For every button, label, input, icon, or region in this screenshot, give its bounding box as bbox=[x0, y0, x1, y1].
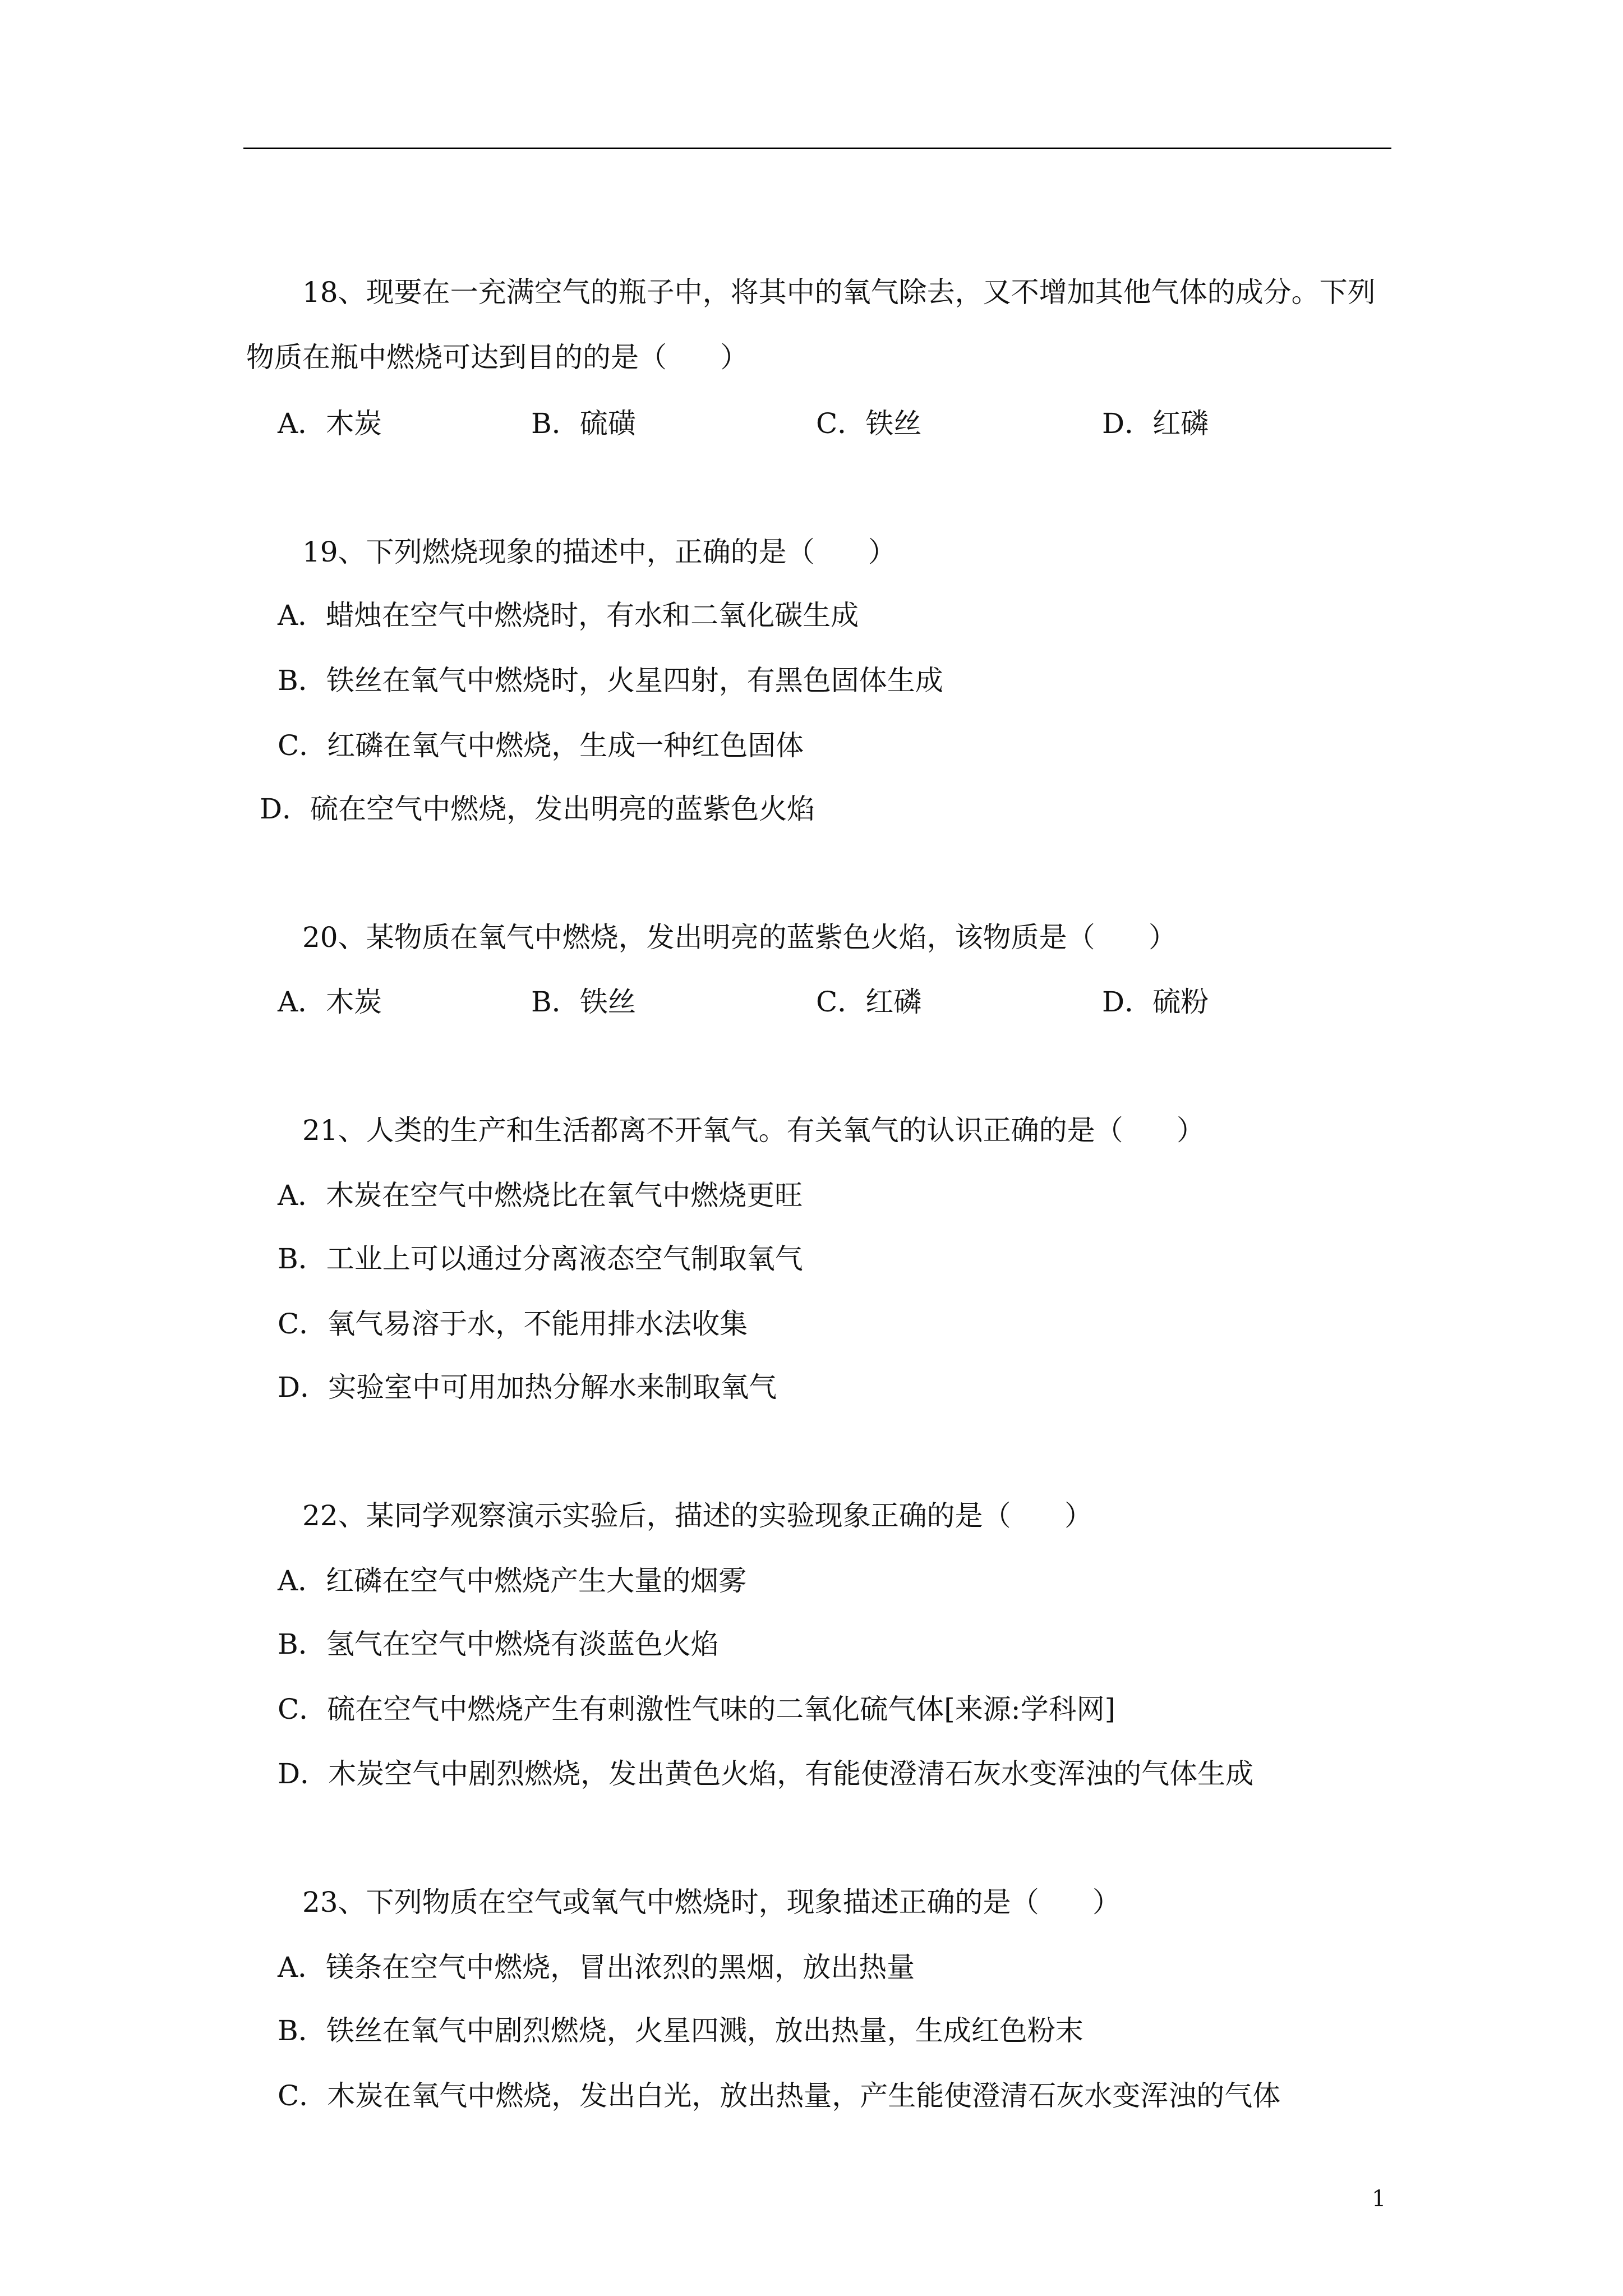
question-18-stem-line-2: 物质在瓶中燃烧可达到目的的是（ ） bbox=[246, 341, 749, 374]
question-21-option-d: D．实验室中可用加热分解水来制取氧气 bbox=[278, 1371, 777, 1404]
question-21-option-a: A．木炭在空气中燃烧比在氧气中燃烧更旺 bbox=[278, 1179, 803, 1212]
question-19-stem: 19、下列燃烧现象的描述中，正确的是（ ） bbox=[302, 536, 896, 568]
question-18-option-d: D．红磷 bbox=[1102, 407, 1209, 440]
page-number: 1 bbox=[1372, 2186, 1386, 2212]
question-19-option-d: D．硫在空气中燃烧，发出明亮的蓝紫色火焰 bbox=[260, 793, 815, 825]
question-22-option-b: B．氢气在空气中燃烧有淡蓝色火焰 bbox=[278, 1628, 719, 1660]
question-20-stem: 20、某物质在氧气中燃烧，发出明亮的蓝紫色火焰，该物质是（ ） bbox=[302, 921, 1177, 954]
question-23-option-b: B．铁丝在氧气中剧烈燃烧，火星四溅，放出热量，生成红色粉末 bbox=[278, 2014, 1083, 2047]
question-21-stem: 21、人类的生产和生活都离不开氧气。有关氧气的认识正确的是（ ） bbox=[302, 1114, 1205, 1147]
question-18-option-b: B．硫磺 bbox=[531, 407, 636, 440]
question-23-stem: 23、下列物质在空气或氧气中燃烧时，现象描述正确的是（ ） bbox=[302, 1886, 1121, 1918]
question-18-stem-line-1: 18、现要在一充满空气的瓶子中，将其中的氧气除去，又不增加其他气体的成分。下列 bbox=[302, 276, 1376, 309]
question-23-option-c: C．木炭在氧气中燃烧，发出白光，放出热量，产生能使澄清石灰水变浑浊的气体 bbox=[278, 2079, 1281, 2112]
header-rule bbox=[243, 148, 1391, 149]
question-19-option-b: B．铁丝在氧气中燃烧时，火星四射，有黑色固体生成 bbox=[278, 664, 943, 697]
question-21-option-b: B．工业上可以通过分离液态空气制取氧气 bbox=[278, 1243, 803, 1275]
question-20-option-c: C．红磷 bbox=[816, 986, 922, 1018]
question-23-option-a: A．镁条在空气中燃烧，冒出浓烈的黑烟，放出热量 bbox=[278, 1951, 915, 1984]
question-19-option-c: C．红磷在氧气中燃烧，生成一种红色固体 bbox=[278, 729, 804, 762]
question-20-option-d: D．硫粉 bbox=[1102, 986, 1209, 1018]
question-22-option-d: D．木炭空气中剧烈燃烧，发出黄色火焰，有能使澄清石灰水变浑浊的气体生成 bbox=[278, 1757, 1254, 1790]
question-19-option-a: A．蜡烛在空气中燃烧时，有水和二氧化碳生成 bbox=[278, 599, 859, 632]
question-20-option-a: A．木炭 bbox=[278, 986, 382, 1018]
question-21-option-c: C．氧气易溶于水，不能用排水法收集 bbox=[278, 1308, 748, 1340]
question-22-option-c: C．硫在空气中燃烧产生有刺激性气味的二氧化硫气体[来源:学科网] bbox=[278, 1693, 1116, 1726]
question-22-stem: 22、某同学观察演示实验后，描述的实验现象正确的是（ ） bbox=[302, 1499, 1092, 1532]
question-18-option-a: A．木炭 bbox=[278, 407, 382, 440]
question-20-option-b: B．铁丝 bbox=[531, 986, 636, 1018]
question-22-option-a: A．红磷在空气中燃烧产生大量的烟雾 bbox=[278, 1565, 747, 1597]
question-18-option-c: C．铁丝 bbox=[816, 407, 922, 440]
